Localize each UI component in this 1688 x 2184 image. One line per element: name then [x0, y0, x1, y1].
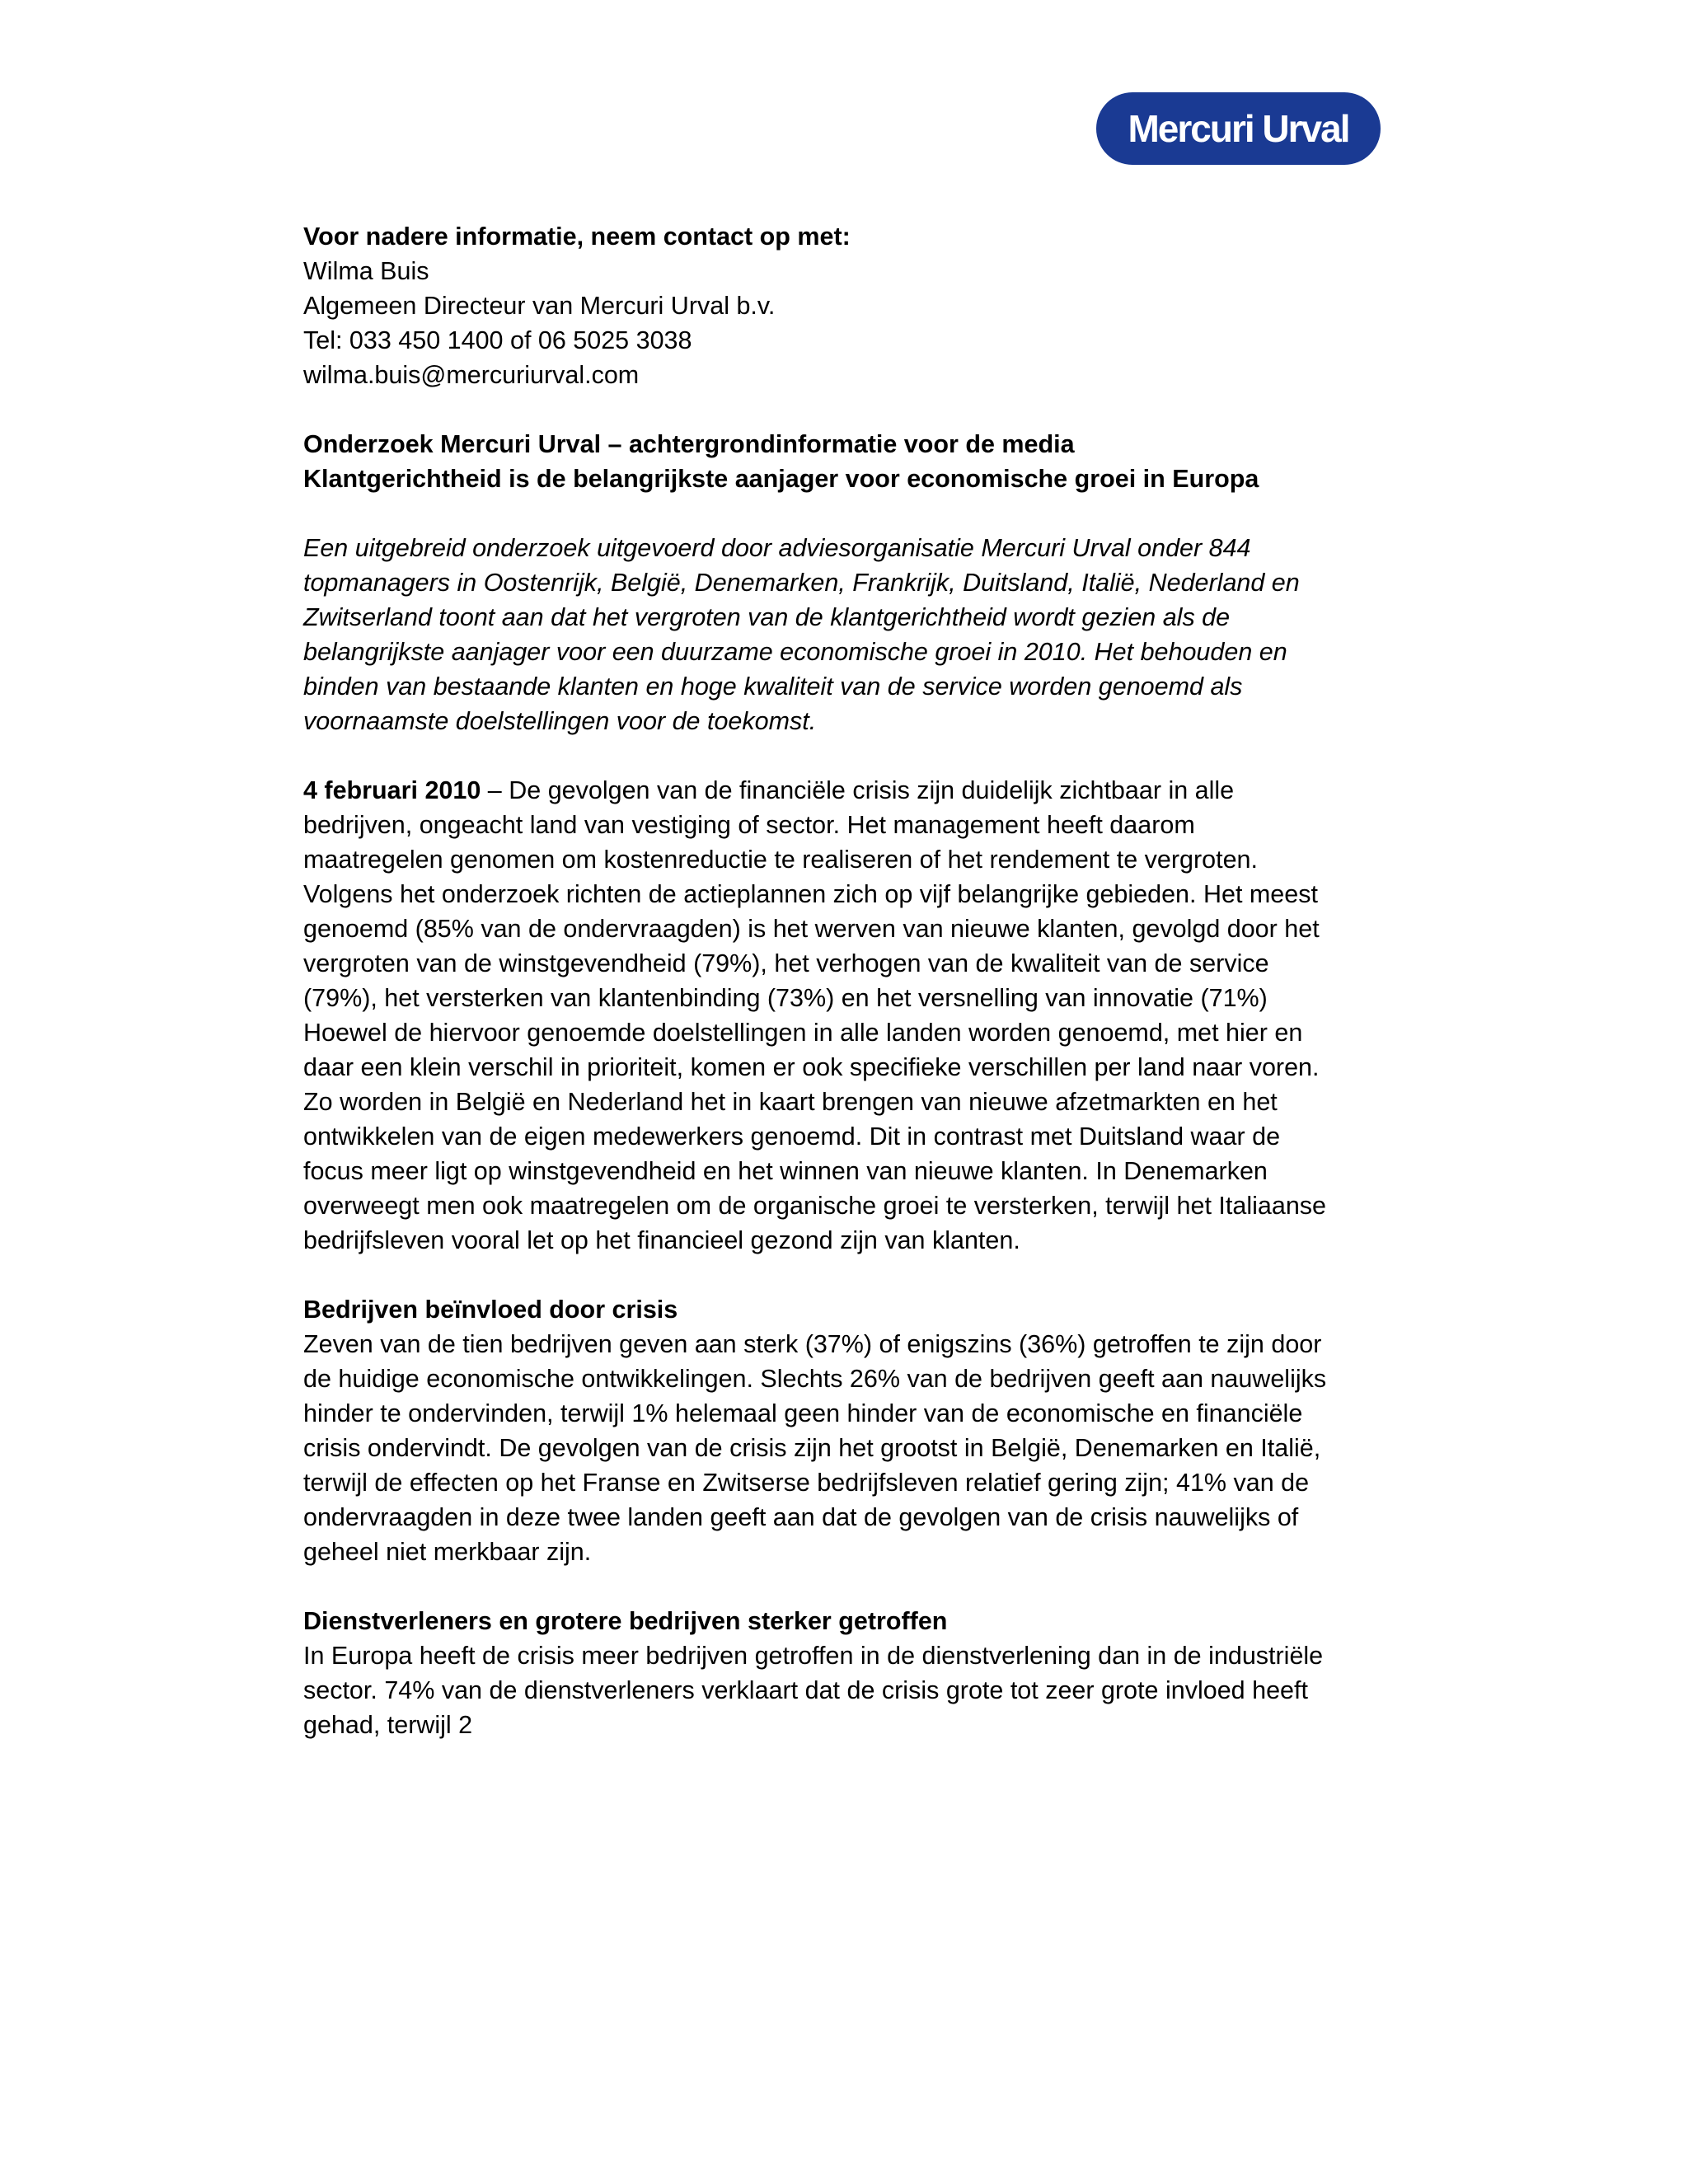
section-line: Zeven van de tien bedrijven geven aan sterk (37%) of enigszins (36%) getroffen te zijn door	[303, 1330, 1322, 1358]
section-line: sector. 74% van de dienstverleners verklaart dat de crisis grote tot zeer grote invloed heeft	[303, 1676, 1308, 1704]
main-line: maatregelen genomen om kostenreductie te realiseren of het rendement te vergroten.	[303, 846, 1258, 874]
mercuri-urval-logo	[1096, 92, 1381, 165]
intro-line: voornaamste doelstellingen voor de toekomst.	[303, 707, 817, 735]
section-heading: Dienstverleners en grotere bedrijven sterker getroffen	[303, 1607, 948, 1635]
main-first-line	[303, 773, 1391, 808]
main-line: Hoewel de hiervoor genoemde doelstellingen in alle landen worden genoemd, met hier en	[303, 1019, 1303, 1047]
main-line: Volgens het onderzoek richten de actieplannen zich op vijf belangrijke gebieden. Het meest	[303, 880, 1318, 908]
main-line: focus meer ligt op winstgevendheid en het winnen van nieuwe klanten. In Denemarken	[303, 1157, 1268, 1185]
contact-block	[303, 219, 1391, 392]
main-line: overweegt men ook maatregelen om de organische groei te versterken, terwijl het Italiaanse	[303, 1192, 1326, 1220]
title-line-1: Onderzoek Mercuri Urval – achtergrondinformatie voor de media	[303, 430, 1075, 458]
press-date: 4 februari 2010	[303, 776, 481, 804]
section-line: In Europa heeft de crisis meer bedrijven getroffen in de dienstverlening dan in de industriële	[303, 1642, 1324, 1670]
section-crisis-impact	[303, 1292, 1391, 1569]
main-line: ontwikkelen van de eigen medewerkers genoemd. Dit in contrast met Duitsland waar de	[303, 1122, 1281, 1151]
section-line: ondervraagden in deze twee landen geeft aan dat de gevolgen van de crisis nauwelijks of	[303, 1503, 1299, 1531]
contact-name: Wilma Buis	[303, 257, 429, 285]
contact-role: Algemeen Directeur van Mercuri Urval b.v.	[303, 292, 776, 320]
main-line: bedrijfsleven vooral let op het financieel gezond zijn van klanten.	[303, 1226, 1020, 1254]
title-line-2: Klantgerichtheid is de belangrijkste aanjager voor economische groei in Europa	[303, 465, 1259, 493]
section-line: gehad, terwijl 2	[303, 1711, 473, 1739]
intro-paragraph	[303, 531, 1391, 738]
section-line: terwijl de effecten op het Franse en Zwitserse bedrijfsleven relatief gering zijn; 41% van de	[303, 1469, 1310, 1497]
main-line: bedrijven, ongeacht land van vestiging of sector. Het management heeft daarom	[303, 811, 1195, 839]
intro-line: Zwitserland toont aan dat het vergroten van de klantgerichtheid wordt gezien als de	[303, 603, 1231, 631]
main-line: genoemd (85% van de ondervraagden) is het werven van nieuwe klanten, gevolgd door het	[303, 915, 1320, 943]
intro-line: topmanagers in Oostenrijk, België, Denemarken, Frankrijk, Duitsland, Italië, Nederland en	[303, 569, 1300, 597]
main-line: Zo worden in België en Nederland het in kaart brengen van nieuwe afzetmarkten en het	[303, 1088, 1278, 1116]
main-line: vergroten van de winstgevendheid (79%), het verhogen van de kwaliteit van de service	[303, 949, 1269, 977]
intro-line: binden van bestaande klanten en hoge kwaliteit van de service worden genoemd als	[303, 673, 1243, 701]
contact-email: wilma.buis@mercuriurval.com	[303, 361, 640, 389]
section-line: crisis ondervindt. De gevolgen van de crisis zijn het grootst in België, Denemarken en Italië,	[303, 1434, 1321, 1462]
title-block	[303, 427, 1391, 496]
intro-line: belangrijkste aanjager voor een duurzame economische groei in 2010. Het behouden en	[303, 638, 1287, 666]
section-line: de huidige economische ontwikkelingen. Slechts 26% van de bedrijven geeft aan nauwelijks	[303, 1365, 1327, 1393]
section-line: hinder te ondervinden, terwijl 1% helemaal geen hinder van de economische en financiële	[303, 1399, 1303, 1427]
contact-heading: Voor nadere informatie, neem contact op met:	[303, 223, 851, 251]
main-first-line-rest: – De gevolgen van de financiële crisis zijn duidelijk zichtbaar in alle	[481, 776, 1235, 804]
contact-tel: Tel: 033 450 1400 of 06 5025 3038	[303, 326, 692, 354]
main-line: (79%), het versterken van klantenbinding (73%) en het versnelling van innovatie (71%)	[303, 984, 1268, 1012]
document-body	[303, 219, 1391, 1777]
section-heading: Bedrijven beïnvloed door crisis	[303, 1296, 678, 1324]
logo-text: Mercuri Urval	[1128, 107, 1349, 150]
section-service-providers	[303, 1604, 1391, 1742]
main-paragraph	[303, 773, 1391, 1258]
section-line: geheel niet merkbaar zijn.	[303, 1538, 592, 1566]
main-line: daar een klein verschil in prioriteit, komen er ook specifieke verschillen per land naar voren.	[303, 1053, 1320, 1081]
intro-line: Een uitgebreid onderzoek uitgevoerd door adviesorganisatie Mercuri Urval onder 844	[303, 534, 1251, 562]
